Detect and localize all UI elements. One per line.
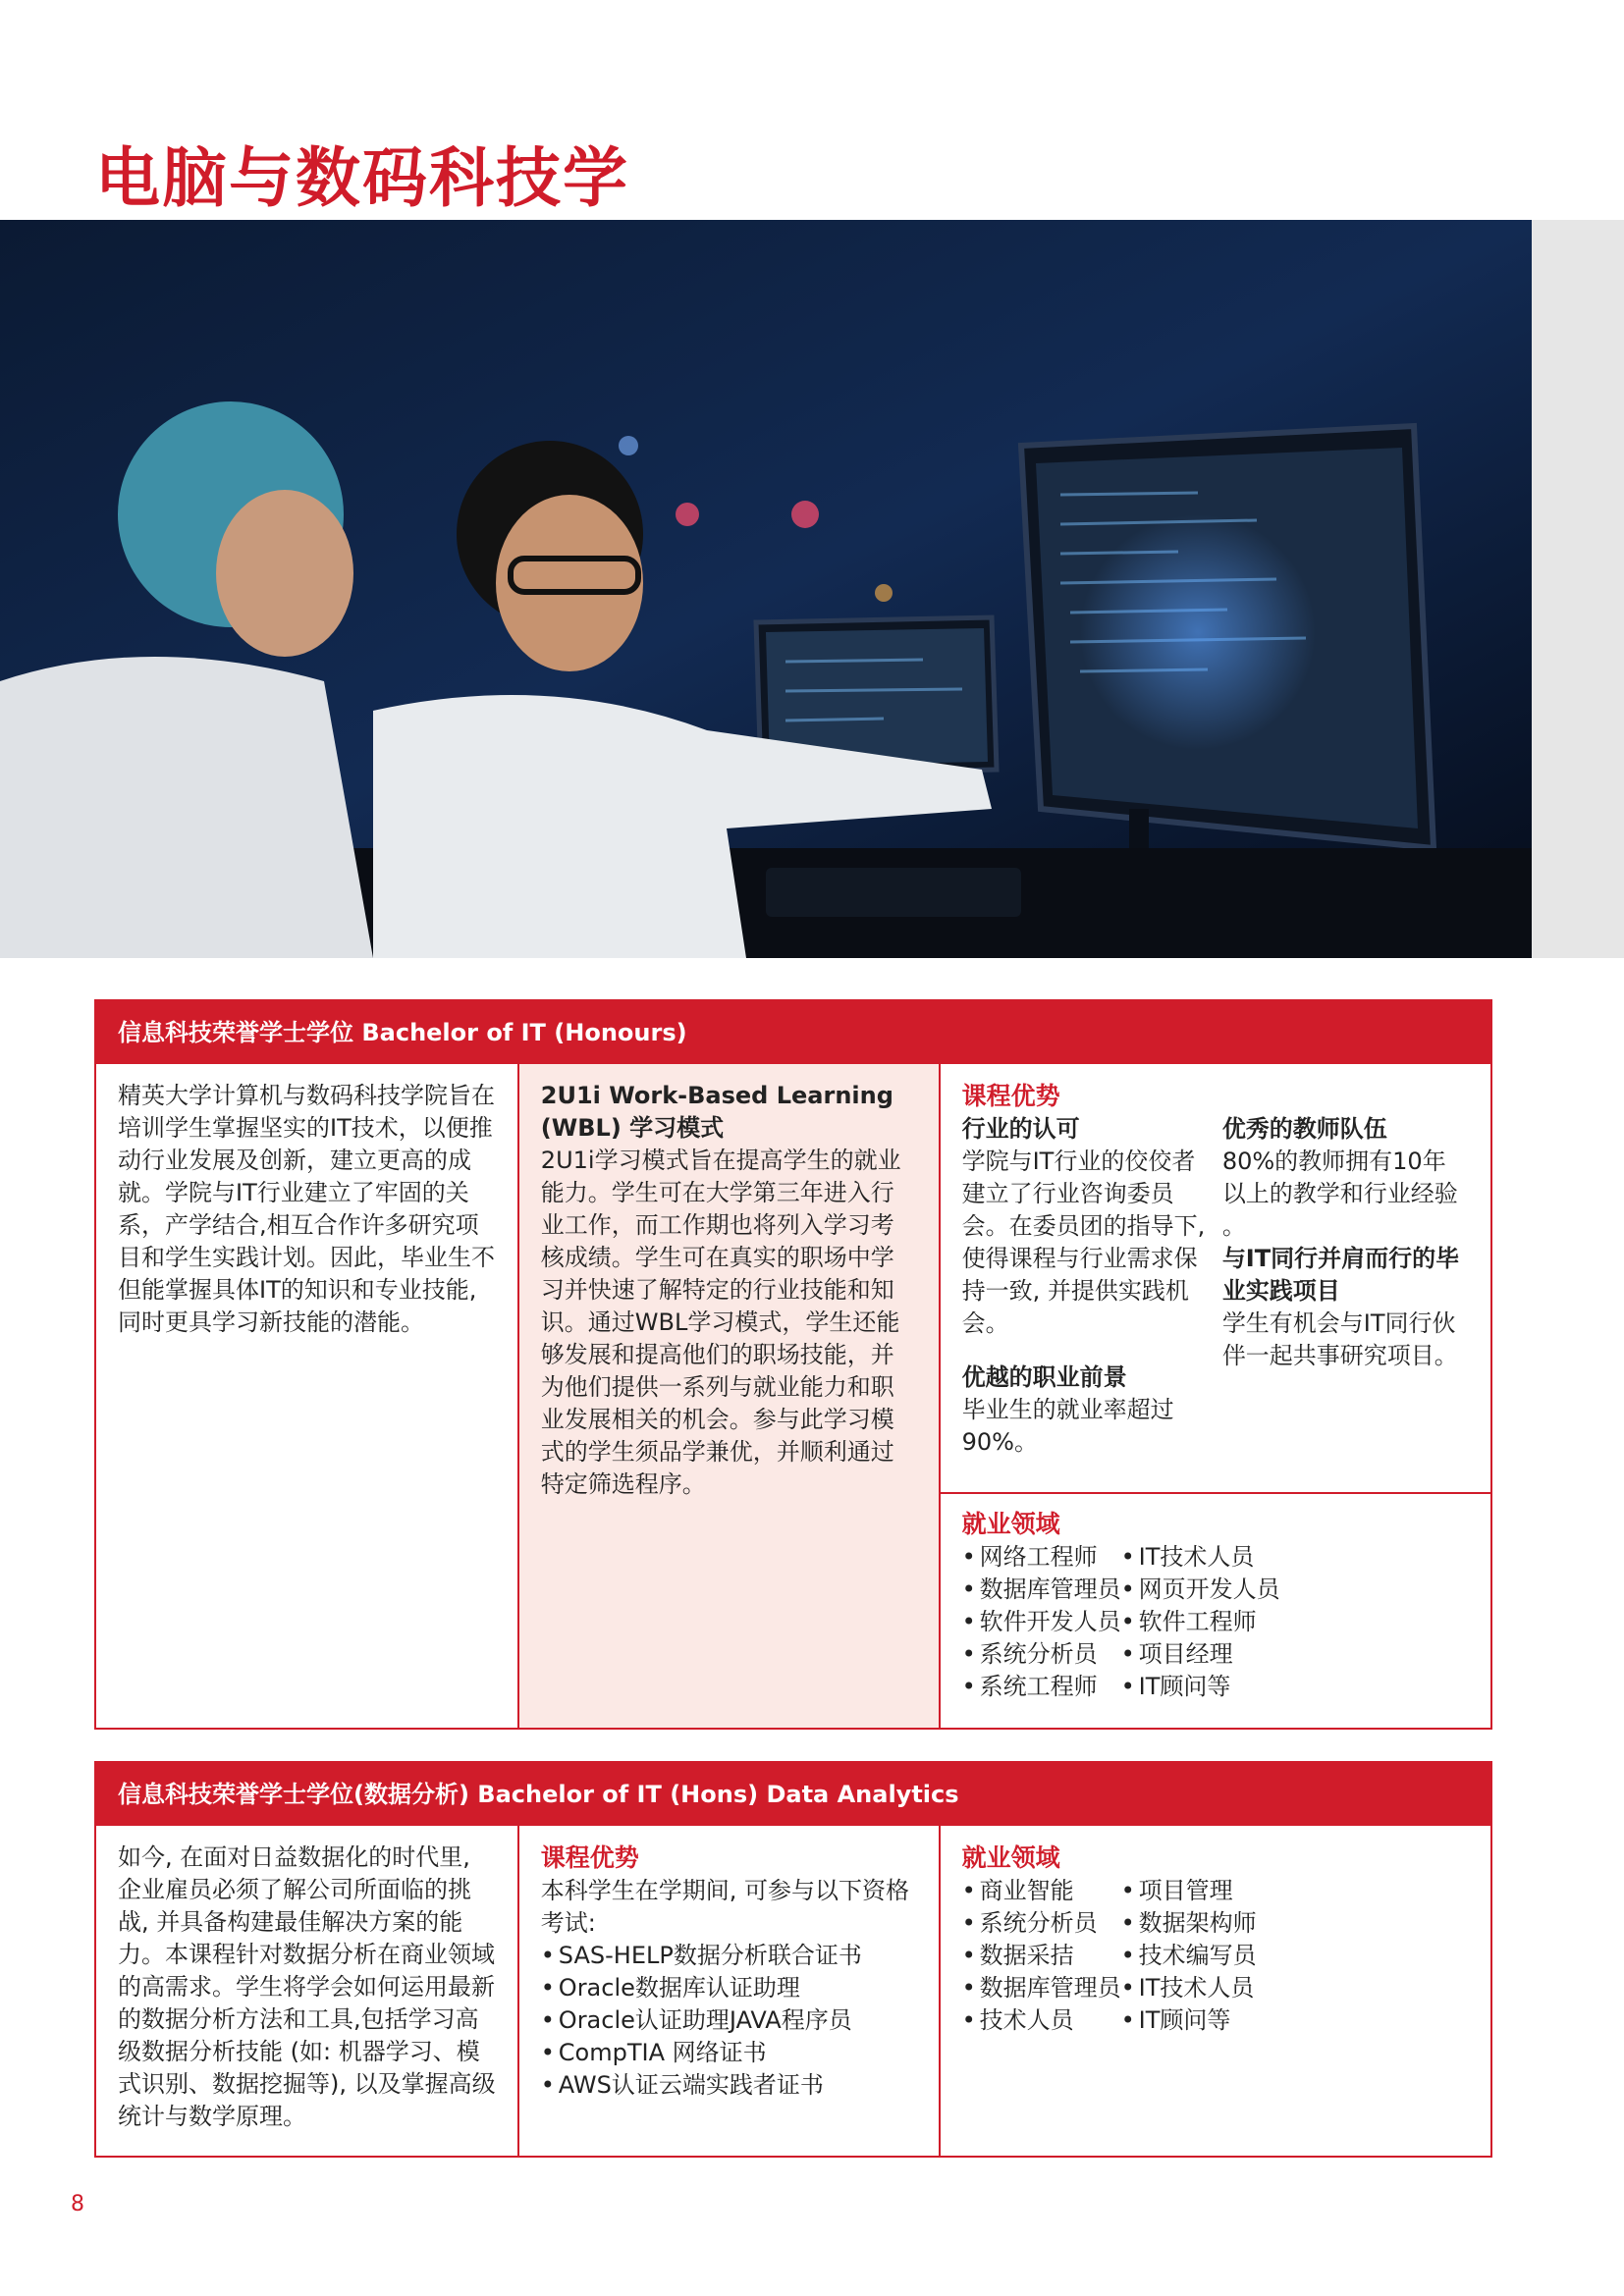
careers-heading: 就业领域: [961, 1510, 1060, 1538]
advantages-heading: 课程优势: [961, 1082, 1060, 1110]
intro-text: 如今, 在面对日益数据化的时代里, 企业雇员必须了解公司所面临的挑战, 并具备构建最佳解决方案的能力。本课程针对数据分析在商业领域的高需求。学生将学会如何运用最新的数据分析方法和工具,包括学习高级数据分析技能 (如: 机器学习、模式识别、数据挖掘等), 以及掌握高级统计与数学原理。: [118, 1843, 496, 2130]
advantage-text: 毕业生的就业率超过90%。: [961, 1396, 1174, 1456]
list-item: • 软件工程师: [1121, 1606, 1280, 1638]
advantage-text: 学院与IT行业的佼佼者建立了行业咨询委员会。在委员团的指导下,使得课程与行业需求保持一致, 并提供实践机会。: [961, 1148, 1206, 1337]
wbl-title: 2U1i Work-Based Learning (WBL) 学习模式: [540, 1082, 893, 1142]
list-item: • 技术编写员: [1121, 1940, 1257, 1972]
intro-column: [96, 1826, 517, 2156]
careers-column: [939, 1826, 1490, 2156]
list-item: • 网络工程师: [962, 1541, 1121, 1574]
advantages-column: [517, 1826, 939, 2156]
list-item: • Oracle认证助理JAVA程序员: [541, 2004, 917, 2037]
advantage-text: 80%的教师拥有10年以上的教学和行业经验 。: [1221, 1148, 1458, 1240]
advantage-text: 学生有机会与IT同行伙伴一起共事研究项目。: [1221, 1309, 1458, 1369]
certificates-list: [541, 1940, 917, 2102]
list-item: • CompTIA 网络证书: [541, 2037, 917, 2069]
list-item: • IT技术人员: [1121, 1972, 1257, 2004]
gray-side-strip: [1532, 220, 1624, 958]
wbl-column: [517, 1064, 939, 1728]
list-item: • 网页开发人员: [1121, 1574, 1280, 1606]
list-item: • Oracle数据库认证助理: [541, 1972, 917, 2004]
careers-list-right: [1121, 1875, 1257, 2037]
list-item: • SAS-HELP数据分析联合证书: [541, 1940, 917, 1972]
advantages-text: 本科学生在学期间, 可参与以下资格考试:: [540, 1877, 910, 1937]
advantage-title: 行业的认可: [961, 1115, 1080, 1143]
list-item: • 系统工程师: [962, 1671, 1121, 1703]
list-item: • 数据库管理员: [962, 1574, 1121, 1606]
advantages-heading: 课程优势: [540, 1843, 639, 1872]
list-item: • 技术人员: [962, 2004, 1121, 2037]
intro-column: [96, 1064, 517, 1728]
advantages-careers-column: [939, 1064, 1490, 1728]
list-item: • IT顾问等: [1121, 1671, 1280, 1703]
careers-list-left: [962, 1875, 1121, 2037]
hero-photo: [0, 220, 1532, 958]
list-item: • 数据架构师: [1121, 1907, 1257, 1940]
list-item: • IT技术人员: [1121, 1541, 1280, 1574]
list-item: • AWS认证云端实践者证书: [541, 2069, 917, 2102]
list-item: • IT顾问等: [1121, 2004, 1257, 2037]
advantage-title: 与IT同行并肩而行的毕业实践项目: [1221, 1245, 1460, 1305]
careers-list-right: [1121, 1541, 1280, 1703]
intro-text: 精英大学计算机与数码科技学院旨在培训学生掌握坚实的IT技术，以便推动行业发展及创新，建立更高的成就。学院与IT行业建立了牢固的关系，产学结合,相互合作许多研究项目和学生实践计划。因此，毕业生不但能掌握具体IT的知识和专业技能, 同时更具学习新技能的潜能。: [118, 1082, 495, 1336]
list-item: • 软件开发人员: [962, 1606, 1121, 1638]
advantage-title: 优越的职业前景: [961, 1363, 1127, 1391]
list-item: • 项目经理: [1121, 1638, 1280, 1671]
list-item: • 数据库管理员: [962, 1972, 1121, 2004]
list-item: • 商业智能: [962, 1875, 1121, 1907]
careers-list-left: [962, 1541, 1121, 1703]
wbl-text: 2U1i学习模式旨在提高学生的就业能力。学生可在大学第三年进入行业工作，而工作期也将列入学习考核成绩。学生可在真实的职场中学习并快速了解特定的行业技能和知识。通过WBL学习模式，学生还能够发展和提高他们的职场技能，并为他们提供一系列与就业能力和职业发展相关的机会。参与此学习模式的学生须品学兼优，并顺利通过特定筛选程序。: [540, 1147, 901, 1498]
page-title: 电脑与数码科技学: [95, 140, 629, 216]
program-card-data-analytics: [94, 1761, 1492, 2158]
program-header: 信息科技荣誉学士学位(数据分析) Bachelor of IT (Hons) Data Analytics: [96, 1763, 1490, 1826]
list-item: • 项目管理: [1121, 1875, 1257, 1907]
list-item: • 系统分析员: [962, 1907, 1121, 1940]
list-item: • 数据采拮: [962, 1940, 1121, 1972]
page-number: 8: [71, 2192, 84, 2216]
list-item: • 系统分析员: [962, 1638, 1121, 1671]
program-header: 信息科技荣誉学士学位 Bachelor of IT (Honours): [96, 1001, 1490, 1064]
advantage-title: 优秀的教师队伍: [1221, 1115, 1387, 1143]
careers-heading: 就业领域: [961, 1843, 1060, 1872]
program-card-bachelor-it-honours: [94, 999, 1492, 1730]
